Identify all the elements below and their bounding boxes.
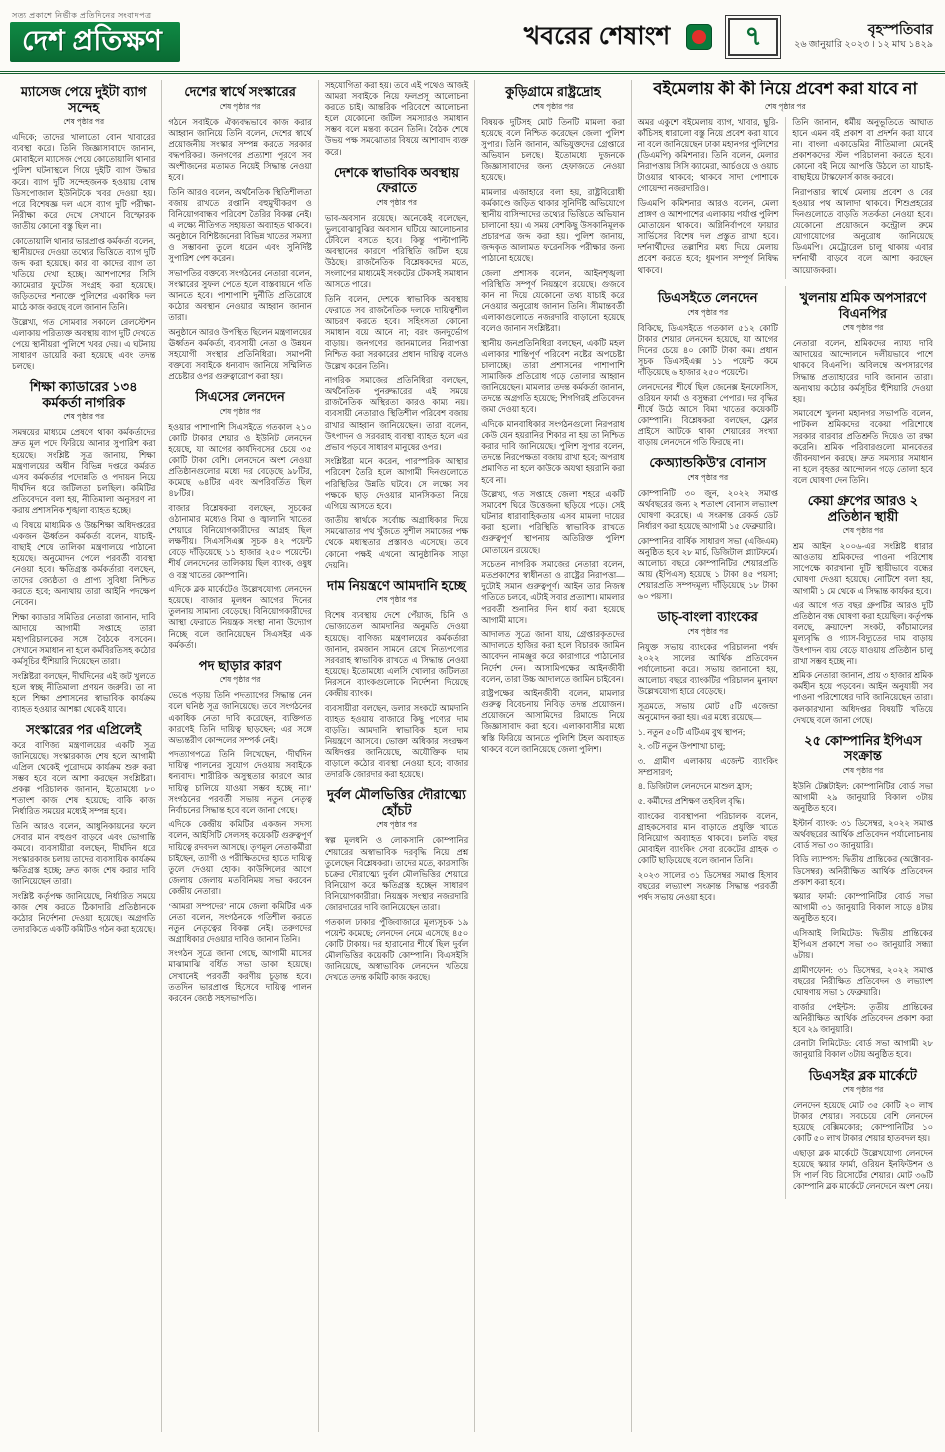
article <box>168 84 311 382</box>
article-paragraph: জেলা প্রশাসক বলেন, আইনশৃঙ্খলা পরিস্থিতি সম্পূর্ণ নিয়ন্ত্রণে রয়েছে। গুজবে কান না দিয়ে যেকোনো তথ্য যাচাই করে নেওয়ার অনুরোধ জানান তিনি। সীমান্তবর্তী এলাকাগুলোতে নজরদারি বাড়ানো হয়েছে বলেও জানান সংশ্লিষ্টরা। <box>481 268 625 334</box>
article-paragraph: অমর একুশে বইমেলায় ব্যাগ, খাবার, ছুরি-কাঁচিসহ ধারালো বস্তু নিয়ে প্রবেশ করা যাবে না বলে জানিয়েছেন ঢাকা মহানগর পুলিশের (ডিএমপি) কমিশনার। তিনি বলেন, মেলার নিরাপত্তায় সিসি ক্যামেরা, আর্চওয়ে ও ওয়াচ টাওয়ার থাকবে; থাকবে সাদা পোশাকে গোয়েন্দা নজরদারিও। <box>637 117 779 194</box>
article-paragraph: নিরাপত্তার স্বার্থে মেলায় প্রবেশ ও বের হওয়ার পথ আলাদা থাকবে। শিশুপ্রহরের দিনগুলোতে বাড়তি সতর্কতা নেওয়া হবে। যেকোনো প্রয়োজনে কন্ট্রোল রুমে যোগাযোগের অনুরোধ জানিয়েছে ডিএমপি। মেট্রোরেল চালু থাকায় এবার দর্শনার্থী বাড়বে বলে আশা করছেন আয়োজকরা। <box>792 187 934 275</box>
article-headline: দাম নিয়ন্ত্রণে আমদানি হচ্ছে <box>327 577 466 593</box>
article-paragraph: নেতারা বলেন, শ্রমিকদের ন্যায্য দাবি আদায়ের আন্দোলনে দলীয়ভাবে পাশে থাকবে বিএনপি। অবিলম্বে অপসারণের সিদ্ধান্ত প্রত্যাহারের দাবি জানান তারা। অন্যথায় কঠোর কর্মসূচির হুঁশিয়ারি দেওয়া হয়। <box>792 339 934 404</box>
article <box>638 455 778 602</box>
article-paragraph: এদিকে কেন্দ্রীয় কমিটির একজন সদস্য বলেন, আইসিটি সেলসহ কয়েকটি গুরুত্বপূর্ণ দায়িত্বে রদবদল আসছে। তৃণমূল নেতাকর্মীরা চাইছেন, ত্যাগী ও পরীক্ষিতদের হাতে দায়িত্ব তুলে দেওয়া হোক। কাউন্সিলের আগে জেলায় জেলায় মতবিনিময় সভা করবেন কেন্দ্রীয় নেতারা। <box>168 820 312 896</box>
article <box>12 379 155 715</box>
article-paragraph: ইস্টার্ন ব্যাংক: ৩১ ডিসেম্বর, ২০২২ সমাপ্ত অর্থবছরের আর্থিক প্রতিবেদন পর্যালোচনায় বোর্ড সভা ৩০ জানুয়ারি। <box>792 818 934 850</box>
article-paragraph: ভাব-অবসান রয়েছে। অনেকেই বলেছেন, ভুলবোঝাবুঝির অবসান ঘটিয়ে আলোচনার টেবিলে বসতে হবে। কিন্তু পাল্টাপাল্টি অবস্থানের কারণে পরিস্থিতি জটিল হয়ে উঠছে। রাজনৈতিক বিশ্লেষকদের মতে, সংলাপের মাধ্যমেই সংকটের টেকসই সমাধান আসতে পারে। <box>324 213 469 290</box>
continued-marker: শেষ পৃষ্ঠার পর <box>687 626 729 636</box>
article-headline: কেয়া গ্রুপের আরও ২ প্রতিষ্ঠান স্থায়ী <box>807 493 919 524</box>
continued-marker: শেষ পৃষ্ঠার পর <box>764 101 806 111</box>
article <box>638 290 778 448</box>
article-paragraph: ব্যাংকের ব্যবস্থাপনা পরিচালক বলেন, গ্রাহকসেবার মান বাড়াতে প্রযুক্তি খাতে বিনিয়োগ অব্যাহত থাকবে। চলতি বছর মোবাইল ব্যাংকিং সেবা রকেটের গ্রাহক ৩ কোটি ছাড়িয়েছে বলে জানান তিনি। <box>637 811 778 865</box>
page-number: ৭ <box>728 18 778 56</box>
article-paragraph: বিষয়ক দুটিসহ মোট তিনটি মামলা করা হয়েছে বলে নিশ্চিত করেছেন জেলা পুলিশ সুপার। তিনি জানান, অভিযুক্তদের গ্রেপ্তারে অভিযান চলছে। ইতোমধ্যে দুজনকে জিজ্ঞাসাবাদের জন্য হেফাজতে নেওয়া হয়েছে। <box>481 117 625 183</box>
continued-marker: শেষ পৃষ্ঠার পর <box>687 307 729 317</box>
article-paragraph: এর আগে গত বছর গ্রুপটির আরও দুটি প্রতিষ্ঠান বন্ধ ঘোষণা করা হয়েছিল। কর্তৃপক্ষ বলছে, ক্রয়াদেশ সংকট, কাঁচামালের মূল্যবৃদ্ধি ও গ্যাস-বিদ্যুতের দাম বাড়ায় উৎপাদন ব্যয় বেড়ে যাওয়ায় প্রতিষ্ঠান চালু রাখা সম্ভব হচ্ছে না। <box>792 601 934 666</box>
continued-marker: শেষ পৃষ্ঠার পর <box>376 820 417 830</box>
article-paragraph: মামলার এজাহারে বলা হয়, রাষ্ট্রবিরোধী কর্মকাণ্ডে জড়িত থাকার সুনির্দিষ্ট অভিযোগে স্থানীয় বাসিন্দাদের তথ্যের ভিত্তিতে অভিযান চালানো হয়। এ সময় বেশকিছু উসকানিমূলক প্রচারপত্র জব্দ করা হয়। পুলিশ জানায়, জব্দকৃত আলামত ফরেনসিক পরীক্ষার জন্য পাঠানো হয়েছে। <box>481 187 625 264</box>
article-headline: সংস্কারের পর এপ্রিলেই <box>26 722 142 738</box>
article-paragraph: শ্রম আইন ২০০৬-এর সংশ্লিষ্ট ধারার আওতায় শ্রমিকদের পাওনা পরিশোধ সাপেক্ষে কারখানা দুটি স্থায়ীভাবে বন্ধের ঘোষণা দেওয়া হয়েছে। নোটিশে বলা হয়, আগামী ১ মে থেকে এ সিদ্ধান্ত কার্যকর হবে। <box>792 542 934 596</box>
article-paragraph: ১. নতুন ৫০টি এটিএম বুথ স্থাপন; <box>637 727 746 737</box>
article-paragraph: বিডি ল্যাম্পস: দ্বিতীয় প্রান্তিকের (অক্টোবর-ডিসেম্বর) অনিরীক্ষিত আর্থিক প্রতিবেদন প্রকাশ করা হবে। <box>792 855 934 887</box>
article-paragraph: এদিকে মানবাধিকার সংগঠনগুলো নিরপরাধ কেউ যেন হয়রানির শিকার না হয় তা নিশ্চিত করার দাবি জানিয়েছে। পুলিশ সুপার বলেন, তদন্তে নিরপেক্ষতা বজায় রাখা হবে; অপরাধ প্রমাণিত না হলে কাউকে অযথা হয়রানি করা হবে না। <box>481 420 625 485</box>
continued-marker: শেষ পৃষ্ঠার পর <box>532 101 574 111</box>
continued-marker: শেষ পৃষ্ঠার পর <box>687 472 729 482</box>
right-region <box>631 80 939 1432</box>
article-paragraph: সমন্বয়ের মাধ্যমে প্রেষণে থাকা কর্মকর্তাদের দ্রুত মূল পদে ফিরিয়ে আনার সুপারিশ করা হয়েছে। সংশ্লিষ্ট সূত্র জানায়, শিক্ষা মন্ত্রণালয়ের অধীন বিভিন্ন দপ্তরে কর্মরত এসব কর্মকর্তার পদোন্নতি ও পদায়ন নিয়ে দীর্ঘদিন ধরে জটিলতা চলছিল। কমিটির প্রতিবেদনে বলা হয়, নীতিমালা অনুসরণ না করায় প্রশাসনিক শৃঙ্খলা ব্যাহত হচ্ছে। <box>12 428 156 515</box>
paper-name-banner: দেশ প্রতিক্ষণ <box>10 22 180 62</box>
article-paragraph: জাতীয় স্বার্থকে সর্বোচ্চ অগ্রাধিকার দিয়ে সমঝোতার পথ খুঁজতে সুশীল সমাজের পক্ষ থেকে মধ্যস্থতার প্রস্তাবও এসেছে। তবে কোনো পক্ষই এখনো আনুষ্ঠানিক সাড়া দেয়নি। <box>324 516 469 570</box>
article-headline: দেশের স্বার্থে সংস্কারের <box>184 84 296 99</box>
continued-marker: শেষ পৃষ্ঠার পর <box>842 765 884 775</box>
article <box>325 165 468 571</box>
article-headline: কেঅ্যান্ডকিউ'র বোনাস <box>649 455 767 471</box>
article-paragraph: ‘আমরা সম্পদের’ নামে জেলা কমিটির এক নেতা বলেন, সংগঠনকে গতিশীল করতে নতুন নেতৃত্বের বিকল্প নেই। তরুণদের অগ্রাধিকার দেওয়ার দাবিও জানান তিনি। <box>168 901 312 944</box>
article-paragraph: সংশ্লিষ্ট কর্তৃপক্ষ জানিয়েছে, নির্ধারিত সময়ে কাজ শেষ করতে ঠিকাদারি প্রতিষ্ঠানকে কঠোর নির্দেশনা দেওয়া হয়েছে। অগ্রগতি তদারকিতে একটি কমিটিও গঠন করা হয়েছে। <box>12 892 156 935</box>
article-paragraph: রাষ্ট্রপক্ষের আইনজীবী বলেন, মামলার গুরুত্ব বিবেচনায় নিবিড় তদন্ত প্রয়োজন। প্রয়োজনে আসামিদের রিমান্ডে নিয়ে জিজ্ঞাসাবাদ করা হবে। এলাকাবাসীর মধ্যে স্বস্তি ফিরিয়ে আনতে পুলিশি টহল অব্যাহত থাকবে বলে জানিয়েছে জেলা পুলিশ। <box>481 689 625 754</box>
article-headline: সিএসের লেনদেন <box>195 389 285 405</box>
article-paragraph: নিযুক্ত সভায় ব্যাংকের পরিচালনা পর্ষদ ২০২২ সালের আর্থিক প্রতিবেদন পর্যালোচনা করে। সভায় জানানো হয়, আলোচ্য বছরে ব্যাংকটির পরিচালন মুনাফা উল্লেখযোগ্য হারে বেড়েছে। <box>637 642 778 697</box>
sub-column-5 <box>638 286 785 1199</box>
article-paragraph: কোতোয়ালি থানার ভারপ্রাপ্ত কর্মকর্তা বলেন, স্থানীয়দের দেওয়া তথ্যের ভিত্তিতে ব্যাগ দুটি জব্দ করা হয়েছে। কার বা কাদের ব্যাগ তা খতিয়ে দেখা হচ্ছে। আশপাশের সিসি ক্যামেরার ফুটেজ সংগ্রহ করা হয়েছে। জড়িতদের শনাক্তে পুলিশের একাধিক দল মাঠে কাজ করছে বলে জানান তিনি। <box>12 236 156 313</box>
article-paragraph: ইউনি টেক্সটাইল: কোম্পানিটির বোর্ড সভা আগামী ২৯ জানুয়ারি বিকাল ৩টায় অনুষ্ঠিত হবে। <box>792 781 934 814</box>
article-paragraph: কোম্পানির বার্ষিক সাধারণ সভা (এজিএম) অনুষ্ঠিত হবে ২৮ মার্চ, ডিজিটাল প্ল্যাটফর্মে। আলোচ্য বছরে কোম্পানিটির শেয়ারপ্রতি আয় (ইপিএস) হয়েছে ১ টাকা ৪৫ পয়সা; শেয়ারপ্রতি সম্পদমূল্য দাঁড়িয়েছে ১৮ টাকা ৬০ পয়সা। <box>637 536 778 602</box>
article-paragraph: বার্জার পেইন্টস: তৃতীয় প্রান্তিকের অনিরীক্ষিত আর্থিক প্রতিবেদন প্রকাশ করা হবে ২৯ জানুয়ারি। <box>792 1002 934 1034</box>
article-headline: দুর্বল মৌলভিত্তির দৌরাত্ম্যে হোঁচট <box>327 787 466 818</box>
article-paragraph: গতকাল ঢাকার পুঁজিবাজারে মূল্যসূচক ১৯ পয়েন্ট কমেছে; লেনদেন নেমে এসেছে ৪৫০ কোটি টাকায়। দর হারানোর শীর্ষে ছিল দুর্বল মৌলভিত্তির কয়েকটি কোম্পানি। বিএসইসি জানিয়েছে, অস্বাভাবিক লেনদেন খতিয়ে দেখতে তদন্ত কমিটি কাজ করছে। <box>324 917 469 983</box>
article <box>325 578 468 781</box>
article-paragraph: বিশেষ ব্যবস্থায় দেশে পেঁয়াজ, চিনি ও ভোজ্যতেল আমদানির অনুমতি দেওয়া হয়েছে। বাণিজ্য মন্ত্রণালয়ের কর্মকর্তারা জানান, রমজান সামনে রেখে নিত্যপণ্যের সরবরাহ স্বাভাবিক রাখতে এ সিদ্ধান্ত নেওয়া হয়েছে। ইতোমধ্যে এলসি খোলার জটিলতা নিরসনে ব্যাংকগুলোকে নির্দেশনা দিয়েছে কেন্দ্রীয় ব্যাংক। <box>324 611 469 698</box>
header-right <box>524 16 933 59</box>
article-headline: খুলনায় শ্রমিক অপসারণে বিএনপির <box>799 290 927 321</box>
article-paragraph: উল্লেখ্য, গত সোমবার সকালে রেলস্টেশন এলাকায় পরিত্যক্ত অবস্থায় ব্যাগ দুটি দেখতে পেয়ে স্থানীয়রা পুলিশে খবর দেয়। এ ঘটনায় সাধারণ ডায়েরি করা হয়েছে এবং তদন্ত চলছে। <box>12 317 156 372</box>
article-paragraph: তিনি আরও বলেন, আধুনিকায়নের ফলে সেবার মান বহুগুণ বাড়বে এবং ভোগান্তি কমবে। ব্যবসায়ীরা বলছেন, দীর্ঘদিন ধরে সংস্কারকাজ চলায় তাদের ব্যবসায়িক কার্যক্রম ক্ষতিগ্রস্ত হচ্ছে; দ্রুত কাজ শেষ করার দাবি জানিয়েছেন তারা। <box>12 821 156 887</box>
continued-marker: শেষ পৃষ্ঠার পর <box>63 117 105 127</box>
article-paragraph: পদত্যাগপত্রে তিনি লিখেছেন, ‘দীর্ঘদিন দায়িত্ব পালনের সুযোগ দেওয়ায় সবাইকে ধন্যবাদ। শারীরিক অসুস্থতার কারণে আর দায়িত্ব চালিয়ে যাওয়া সম্ভব হচ্ছে না।’ সংগঠনের পরবর্তী সভায় নতুন নেতৃত্ব নির্বাচনের সিদ্ধান্ত হবে বলে জানা গেছে। <box>168 750 312 815</box>
body-columns <box>0 74 945 1440</box>
article-paragraph: ব্যবসায়ীরা বলছেন, ডলার সংকটে আমদানি ব্যাহত হওয়ায় বাজারে কিছু পণ্যের দাম বাড়তি। আমদানি স্বাভাবিক হলে দাম নিয়ন্ত্রণে আসবে। ভোক্তা অধিকার সংরক্ষণ অধিদপ্তর জানিয়েছে, অযৌক্তিক দাম বাড়ালে কঠোর ব্যবস্থা নেওয়া হবে; বাজার তদারকি জোরদার করা হয়েছে। <box>324 703 469 780</box>
article-paragraph: সভাপতির বক্তব্যে সংগঠনের নেতারা বলেন, সংস্কারের সুফল পেতে হলে বাস্তবায়নে গতি আনতে হবে। পাশাপাশি দুর্নীতি প্রতিরোধে কঠোর অবস্থান নেওয়ার আহ্বান জানান তারা। <box>168 268 312 323</box>
article-paragraph: ২. ৩টি নতুন উপশাখা চালু; <box>637 742 726 752</box>
article <box>481 84 624 755</box>
continued-marker: শেষ পৃষ্ঠার পর <box>376 197 417 207</box>
continued-marker: শেষ পৃষ্ঠার পর <box>376 595 417 605</box>
article <box>168 389 311 650</box>
article-headline: পদ ছাড়ার কারণ <box>198 657 282 673</box>
sub-column-6 <box>785 286 933 1199</box>
article-paragraph: লেনদেন হয়েছে মোট ৩৫ কোটি ২০ লাখ টাকার শেয়ার। সবচেয়ে বেশি লেনদেন হয়েছে বেক্সিমকোর; কোম্পানিটির ১০ কোটি ৫০ লাখ টাকার শেয়ার হাতবদল হয়। <box>792 1101 934 1144</box>
article-paragraph: স্বল্প মূলধনি ও লোকসানি কোম্পানির শেয়ারের অস্বাভাবিক দরবৃদ্ধি নিয়ে প্রশ্ন তুলেছেন বিশ্লেষকরা। তাদের মতে, কারসাজি চক্রের দৌরাত্ম্যে দুর্বল মৌলভিত্তির শেয়ারে বিনিয়োগ করে ক্ষতিগ্রস্ত হচ্ছেন সাধারণ বিনিয়োগকারীরা। নিয়ন্ত্রক সংস্থার নজরদারি জোরদারের দাবি জানিয়েছেন তারা। <box>324 836 469 912</box>
lead-article <box>638 80 933 279</box>
text-column-4 <box>474 80 630 1432</box>
article-paragraph: এছাড়া ব্লক মার্কেটে উল্লেখযোগ্য লেনদেন হয়েছে স্কয়ার ফার্মা, ওরিয়ন ইনফিউশন ও সি পার্ল বিচ রিসোর্টের শেয়ার। মোট ৩৬টি কোম্পানি ব্লক মার্কেটে লেনদেনে অংশ নেয়। <box>792 1149 934 1192</box>
article-paragraph: বিকিছে, ডিএসইতে গতকাল ৫১২ কোটি টাকার শেয়ার লেনদেন হয়েছে, যা আগের দিনের চেয়ে ৪০ কোটি টাকা কম। প্রধান সূচক ডিএসইএক্স ১১ পয়েন্ট কমে দাঁড়িয়েছে ৬ হাজার ২৫০ পয়েন্টে। <box>637 323 778 378</box>
article-paragraph: গঠনে সবাইকে ঐক্যবদ্ধভাবে কাজ করার আহ্বান জানিয়ে তিনি বলেন, দেশের স্বার্থে প্রয়োজনীয় সংস্কার সম্পন্ন করতে সরকার বদ্ধপরিকর। জনগণের প্রত্যাশা পূরণে সব অংশীজনের মতামত নিয়েই সিদ্ধান্ত নেওয়া হবে। <box>168 117 312 183</box>
continued-marker: শেষ পৃষ্ঠার পর <box>842 323 884 333</box>
article-headline: বইমেলায় কী কী নিয়ে প্রবেশ করা যাবে না <box>653 80 918 98</box>
text-column-2 <box>161 80 317 1432</box>
continued-marker: শেষ পৃষ্ঠার পর <box>842 1085 884 1095</box>
article-headline: শিক্ষা ক্যাডারের ১৩৪ কর্মকর্তা নাগরিক <box>29 379 138 410</box>
continued-marker: শেষ পৃষ্ঠার পর <box>842 526 884 536</box>
article-paragraph: ২০২৩ সালের ৩১ ডিসেম্বর সমাপ্ত হিসাব বছরের লভ্যাংশ সংক্রান্ত সিদ্ধান্ত পরবর্তী পর্ষদ সভায় নেওয়া হবে। <box>637 870 778 902</box>
article-paragraph: ৩. গ্রামীণ এলাকায় এজেন্ট ব্যাংকিং সম্প্রসারণ; <box>637 756 778 777</box>
flag-icon <box>686 24 712 50</box>
article-paragraph: সহযোগিতা করা হয়। তবে এই পথেও আজই আমরা সবাইকে নিয়ে ফলপ্রসূ আলোচনা করতে চাই। আন্তরিক পরিবেশে আলোচনা হলে যেকোনো জটিল সমস্যারও সমাধান সম্ভব বলে মন্তব্য করেন তিনি। বৈঠক শেষে উভয় পক্ষ সমঝোতার বিষয়ে আশাবাদ ব্যক্ত করে। <box>324 81 469 157</box>
article-paragraph: সংশ্লিষ্টরা মনে করেন, পারস্পরিক আস্থার পরিবেশ তৈরি হলে আগামী দিনগুলোতে পরিস্থিতির উন্নতি ঘটবে। সে লক্ষ্যে সব পক্ষকে ছাড় দেওয়ার মানসিকতা নিয়ে এগিয়ে আসতে হবে। <box>324 457 469 511</box>
article-paragraph: তিনি আরও বলেন, অর্থনৈতিক স্থিতিশীলতা বজায় রাখতে রপ্তানি বহুমুখীকরণ ও বিনিয়োগবান্ধব পরিবেশ তৈরির বিকল্প নেই। এ লক্ষ্যে নীতিগত সহায়তা অব্যাহত থাকবে। অনুষ্ঠানে বিশিষ্টজনেরা বিভিন্ন খাতের সমস্যা ও সম্ভাবনা তুলে ধরেন এবং সুনির্দিষ্ট সুপারিশ পেশ করেন। <box>168 187 312 264</box>
continued-marker: শেষ পৃষ্ঠার পর <box>219 406 261 416</box>
article <box>12 722 155 935</box>
section-title: খবরের শেষাংশ <box>523 21 671 50</box>
continued-marker: শেষ পৃষ্ঠার পর <box>219 675 261 685</box>
article-headline: কুড়িগ্রামে রাষ্ট্রদ্রোহ <box>505 84 601 99</box>
article <box>793 1068 933 1193</box>
article-paragraph: ডিএমপি কমিশনার আরও বলেন, মেলা প্রাঙ্গণ ও আশপাশের এলাকায় পর্যাপ্ত পুলিশ মোতায়েন থাকবে। অগ্নিনির্বাপণে ফায়ার সার্ভিসের বিশেষ দল প্রস্তুত রাখা হবে। দর্শনার্থীদের তল্লাশির মধ্য দিয়ে মেলায় প্রবেশ করতে হবে; ধূমপান সম্পূর্ণ নিষিদ্ধ থাকবে। <box>637 198 779 275</box>
article-paragraph: নাগরিক সমাজের প্রতিনিধিরা বলছেন, অর্থনৈতিক পুনরুদ্ধারের এই সময়ে রাজনৈতিক অস্থিরতা কারও কাম্য নয়। ব্যবসায়ী নেতারাও স্থিতিশীল পরিবেশ বজায় রাখার আহ্বান জানিয়েছেন। তারা বলেন, উৎপাদন ও সরবরাহ ব্যবস্থা ব্যাহত হলে এর প্রভাব পড়বে সাধারণ মানুষের ওপর। <box>324 376 469 452</box>
article-headline: ম্যাসেজ পেয়ে দুইটা ব্যাগ সন্দেহ <box>20 84 147 115</box>
article-paragraph: ৪. ডিজিটাল লেনদেনে মাশুল হ্রাস; <box>637 782 753 792</box>
article-paragraph: ভেঙে পড়ায় তিনি পদত্যাগের সিদ্ধান্ত নেন বলে ঘনিষ্ঠ সূত্র জানিয়েছে। তবে সংগঠনের একাধিক নেতা দাবি করেছেন, ব্যক্তিগত কারণেই তিনি দায়িত্ব ছাড়ছেন; এর সঙ্গে অভ্যন্তরীণ কোন্দলের সম্পর্ক নেই। <box>168 691 312 745</box>
article-headline: দেশকে স্বাভাবিক অবস্থায় ফেরাতে <box>333 164 460 196</box>
article-paragraph: সংগঠন সূত্রে জানা গেছে, আগামী মাসের মাঝামাঝি বর্ধিত সভা ডাকা হয়েছে। সেখানেই পরবর্তী করণীয় চূড়ান্ত হবে। ততদিন ভারপ্রাপ্ত হিসেবে দায়িত্ব পালন করবেন জ্যেষ্ঠ সহসভাপতি। <box>168 949 312 1003</box>
article <box>325 787 468 983</box>
article <box>793 733 933 1061</box>
article-paragraph: এদিকে; তাদের খালাতো বোন খাবারের ব্যবস্থা করে। তিনি জিজ্ঞাসাবাদে জানান, মোবাইলে ম্যাসেজ পেয়ে কোতোয়ালি থানার পুলিশ ঘটনাস্থলে গিয়ে দুইটি ব্যাগ উদ্ধার করে। ব্যাগ দুটি সন্দেহজনক হওয়ায় বোম্ব ডিসপোজাল ইউনিটকে খবর দেওয়া হয়। পরে বিশেষজ্ঞ দল এসে ব্যাগ দুটি পরীক্ষা-নিরীক্ষা করে দেখে সেখানে বিস্ফোরক জাতীয় কোনো বস্তু ছিল না। <box>12 133 156 231</box>
article <box>793 493 933 726</box>
article-paragraph: হওয়ার পাশাপাশি সিএসইতে গতকাল ২১০ কোটি টাকার শেয়ার ও ইউনিট লেনদেন হয়েছে, যা আগের কার্যদিবসের চেয়ে ৩৫ কোটি টাকা বেশি। লেনদেনে অংশ নেওয়া প্রতিষ্ঠানগুলোর মধ্যে দর বেড়েছে ৯৮টির, কমেছে ৬৪টির এবং অপরিবর্তিত ছিল ৪৮টির। <box>168 422 312 499</box>
continued-marker: শেষ পৃষ্ঠার পর <box>63 412 105 422</box>
article-paragraph: গ্রামীণফোন: ৩১ ডিসেম্বর, ২০২২ সমাপ্ত বছরের নিরীক্ষিত প্রতিবেদন ও লভ্যাংশ ঘোষণায় সভা ১ ফেব্রুয়ারি। <box>792 965 934 997</box>
article-paragraph: তিনি জানান, ধর্মীয় অনুভূতিতে আঘাত হানে এমন বই প্রকাশ বা প্রদর্শন করা যাবে না। বাংলা একাডেমির নীতিমালা মেনেই প্রকাশকদের স্টল পরিচালনা করতে হবে। কোনো বই নিয়ে আপত্তি উঠলে তা যাচাই-বাছাইয়ে টাস্কফোর্স কাজ করবে। <box>792 117 934 183</box>
article-paragraph: লেনদেনের শীর্ষে ছিল জেনেক্স ইনফোসিস, ওরিয়ন ফার্মা ও বসুন্ধরা পেপার। দর বৃদ্ধির শীর্ষে উঠে আসে বিমা খাতের কয়েকটি কোম্পানি। বিশ্লেষকরা বলছেন, ফ্লোর প্রাইসে আটকে থাকা শেয়ারের সংখ্যা বাড়ায় লেনদেনে গতি ফিরছে না। <box>637 382 778 448</box>
article-paragraph: এ বিষয়ে মাধ্যমিক ও উচ্চশিক্ষা অধিদপ্তরের একজন ঊর্ধ্বতন কর্মকর্তা বলেন, যাচাই-বাছাই শেষে তালিকা মন্ত্রণালয়ে পাঠানো হয়েছে। অনুমোদন পেলে পরবর্তী ব্যবস্থা নেওয়া হবে। ক্ষতিগ্রস্ত কর্মকর্তারা বলছেন, তাদের জ্যেষ্ঠতা ও প্রাপ্য সুবিধা নিশ্চিত করতে হবে; অন্যথায় তারা আইনি পদক্ষেপ নেবেন। <box>12 520 156 608</box>
article-paragraph: উল্লেখ্য, গত সপ্তাহে জেলা শহরে একটি সমাবেশ ঘিরে উত্তেজনা ছড়িয়ে পড়ে। সেই ঘটনার ধারাবাহিকতায় এসব মামলা দায়ের করা হলো। পরিস্থিতি স্বাভাবিক রাখতে গুরুত্বপূর্ণ স্থাপনায় অতিরিক্ত পুলিশ মোতায়েন রয়েছে। <box>481 490 625 555</box>
weekday: বৃহস্পতিবার <box>867 23 933 39</box>
masthead-tagline: সত্য প্রকাশে নির্ভীক প্রতিদিনের সংবাদপত্র <box>12 11 152 20</box>
continued-marker: শেষ পৃষ্ঠার পর <box>219 101 261 111</box>
article <box>12 84 155 372</box>
article-paragraph: তিনি বলেন, দেশকে স্বাভাবিক অবস্থায় ফেরাতে সব রাজনৈতিক দলকে দায়িত্বশীল আচরণ করতে হবে। সহিংসতা কোনো সমাধান বয়ে আনে না; বরং জনদুর্ভোগ বাড়ায়। জনগণের জানমালের নিরাপত্তা নিশ্চিত করা সরকারের প্রধান দায়িত্ব বলেও উল্লেখ করেন তিনি। <box>324 295 469 371</box>
text-column-3 <box>318 80 474 1432</box>
article-paragraph: কোম্পানিটি ৩০ জুন, ২০২২ সমাপ্ত অর্থবছরের জন্য ২ শতাংশ বোনাস লভ্যাংশ ঘোষণা করেছে। এ সংক্রান্ত রেকর্ড ডেট নির্ধারণ করা হয়েছে আগামী ১৫ ফেব্রুয়ারি। <box>637 488 778 532</box>
article-headline: ডিএসইর ব্লক মার্কেটে <box>808 1067 917 1083</box>
article <box>638 609 778 903</box>
text-column-1 <box>6 80 161 1432</box>
masthead <box>10 12 180 62</box>
article-paragraph: এসিআই লিমিটেড: দ্বিতীয় প্রান্তিকের ইপিএস প্রকাশে সভা ৩০ জানুয়ারি সন্ধ্যা ৬টায়। <box>792 929 934 961</box>
article <box>168 658 311 1004</box>
date-line: ২৬ জানুয়ারি ২০২৩ । ১২ মাঘ ১৪২৯ <box>794 39 933 50</box>
article-paragraph: সমাবেশে খুলনা মহানগর সভাপতি বলেন, পাটকল শ্রমিকদের বকেয়া পরিশোধে সরকার বারবার প্রতিশ্রুতি দিয়েও তা রক্ষা করেনি। শ্রমিক পরিবারগুলো মানবেতর জীবনযাপন করছে। দ্রুত সমস্যার সমাধান না হলে বৃহত্তর আন্দোলন গড়ে তোলা হবে বলে ঘোষণা দেন তিনি। <box>792 409 934 485</box>
date-block <box>794 22 933 51</box>
article-paragraph: ৫. কর্মীদের প্রশিক্ষণ তহবিল বৃদ্ধি। <box>637 796 745 806</box>
article-paragraph: শ্রমিক নেতারা জানান, প্রায় ৩ হাজার শ্রমিক কর্মহীন হয়ে পড়বেন। আইন অনুযায়ী সব পাওনা পরিশোধের দাবি জানিয়েছেন তারা। কলকারখানা অধিদপ্তর বিষয়টি খতিয়ে দেখছে বলে জানা গেছে। <box>792 671 934 725</box>
article-headline: ডিএসইতে লেনদেন <box>657 290 758 306</box>
article-headline: ডাচ্-বাংলা ব্যাংকের <box>657 609 758 625</box>
lead-article-body <box>638 117 933 279</box>
page-header <box>0 0 945 74</box>
article-paragraph: স্কয়ার ফার্মা: কোম্পানিটির বোর্ড সভা আগামী ৩১ জানুয়ারি বিকাল সাড়ে ৪টায় অনুষ্ঠিত হবে। <box>792 892 934 924</box>
article <box>325 80 468 158</box>
article-paragraph: করে বাণিজ্য মন্ত্রণালয়ের একটি সূত্র জানিয়েছে। সংস্কারকাজ শেষ হলে আগামী এপ্রিল থেকেই পুরোদমে কার্যক্রম শুরু করা সম্ভব হবে বলে আশা করছেন সংশ্লিষ্টরা। প্রকল্প পরিচালক জানান, ইতোমধ্যে ৮০ শতাংশ কাজ শেষ হয়েছে; বাকি কাজ নির্ধারিত সময়ের মধ্যেই সম্পন্ন হবে। <box>12 740 156 817</box>
article-paragraph: সূত্রমতে, সভায় মোট ৫টি এজেন্ডা অনুমোদন করা হয়। এর মধ্যে রয়েছে— <box>637 701 778 722</box>
article-paragraph: সংশ্লিষ্টরা বলছেন, দীর্ঘদিনের এই জট খুলতে হলে স্বচ্ছ নীতিমালা প্রণয়ন জরুরি। তা না হলে শিক্ষা প্রশাসনের স্বাভাবিক কার্যক্রম ব্যাহত হওয়ার আশঙ্কা থেকেই যাবে। <box>12 671 156 715</box>
article-paragraph: রেনাটা লিমিটেড: বোর্ড সভা আগামী ২৮ জানুয়ারি বিকাল ৩টায় অনুষ্ঠিত হবে। <box>792 1039 934 1060</box>
article-paragraph: বাজার বিশ্লেষকরা বলছেন, সূচকের ওঠানামার মধ্যেও বিমা ও জ্বালানি খাতের শেয়ারে বিনিয়োগকারীদের আগ্রহ ছিল লক্ষণীয়। সিএসসিএক্স সূচক ৪২ পয়েন্ট বেড়ে দাঁড়িয়েছে ১১ হাজার ২৫০ পয়েন্টে। শীর্ষ লেনদেনের তালিকায় ছিল ব্যাংক, ওষুধ ও বস্ত্র খাতের কোম্পানি। <box>168 504 312 580</box>
article-paragraph: সচেতন নাগরিক সমাজের নেতারা বলেন, মতপ্রকাশের স্বাধীনতা ও রাষ্ট্রের নিরাপত্তা—দুটোই সমান গুরুত্বপূর্ণ। আইন তার নিজস্ব গতিতে চলবে, এটাই সবার প্রত্যাশা। মামলার পরবর্তী শুনানির দিন ধার্য করা হয়েছে আগামী মাসে। <box>481 560 625 625</box>
article-paragraph: অনুষ্ঠানে আরও উপস্থিত ছিলেন মন্ত্রণালয়ের ঊর্ধ্বতন কর্মকর্তা, ব্যবসায়ী নেতা ও উন্নয়ন সহযোগী সংস্থার প্রতিনিধিরা। সমাপনী বক্তব্যে সবাইকে ধন্যবাদ জানিয়ে সম্মিলিত প্রচেষ্টার ওপর গুরুত্বারোপ করা হয়। <box>168 327 312 382</box>
article-headline: ২৫ কোম্পানির ইপিএস সংক্রান্ত <box>804 732 922 764</box>
article <box>793 290 933 486</box>
article-paragraph: স্থানীয় জনপ্রতিনিধিরা বলছেন, একটি মহল এলাকার শান্তিপূর্ণ পরিবেশ নষ্টের অপচেষ্টা চালাচ্ছে। তারা প্রশাসনের পাশাপাশি সামাজিক প্রতিরোধ গড়ে তোলার আহ্বান জানিয়েছেন। মামলার তদন্ত কর্মকর্তা জানান, তদন্তে অগ্রগতি হয়েছে; শিগগিরই প্রতিবেদন জমা দেওয়া হবে। <box>481 338 625 415</box>
sub-columns <box>638 286 933 1199</box>
article-paragraph: শিক্ষা ক্যাডার সমিতির নেতারা জানান, দাবি আদায়ে আগামী সপ্তাহে তারা মহাপরিচালকের সঙ্গে বৈঠকে বসবেন। সেখানে সমাধান না হলে কর্মবিরতিসহ কঠোর কর্মসূচির হুঁশিয়ারি দিয়েছেন তারা। <box>12 612 156 667</box>
article-paragraph: এদিকে ব্লক মার্কেটেও উল্লেখযোগ্য লেনদেন হয়েছে। বাজার মূলধন আগের দিনের তুলনায় সামান্য বেড়েছে। বিনিয়োগকারীদের আস্থা ফেরাতে নিয়ন্ত্রক সংস্থা নানা উদ্যোগ নিচ্ছে বলে জানিয়েছেন সিএসইর এক কর্মকর্তা। <box>168 585 312 650</box>
article-paragraph: আদালত সূত্রে জানা যায়, গ্রেপ্তারকৃতদের আদালতে হাজির করা হলে বিচারক জামিন আবেদন নামঞ্জুর করে কারাগারে পাঠানোর নির্দেশ দেন। আসামিপক্ষের আইনজীবী বলেন, তারা উচ্চ আদালতে জামিন চাইবেন। <box>481 630 625 684</box>
